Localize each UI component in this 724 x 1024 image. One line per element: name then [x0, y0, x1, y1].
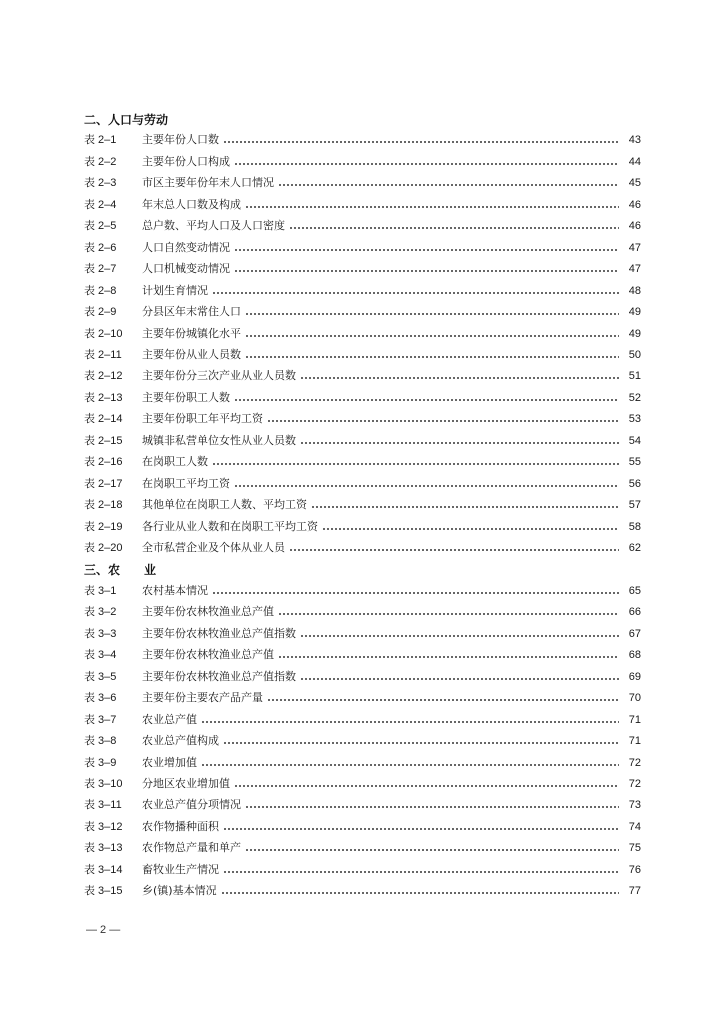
- table-title: 市区主要年份年末人口情况: [142, 176, 274, 190]
- page-ref: 71: [628, 735, 641, 748]
- toc-entry[interactable]: [84, 518, 641, 536]
- table-title: 总户数、平均人口及人口密度: [142, 219, 285, 233]
- page-ref: 76: [628, 863, 641, 876]
- table-code: 表 3–2: [84, 606, 117, 619]
- section-heading: 三、农 业: [84, 563, 157, 578]
- page-ref: 49: [628, 306, 641, 319]
- table-title: 主要年份分三次产业从业人员数: [142, 369, 296, 383]
- toc-entry[interactable]: [84, 346, 641, 364]
- toc-entry[interactable]: [84, 754, 641, 772]
- dot-leader: [289, 227, 619, 229]
- table-code: 表 3–14: [84, 863, 123, 876]
- table-code: 表 2–17: [84, 477, 123, 490]
- toc-entry[interactable]: [84, 668, 641, 686]
- dot-leader: [245, 313, 619, 315]
- toc-entry[interactable]: [84, 475, 641, 493]
- page-ref: 67: [628, 627, 641, 640]
- page-ref: 74: [628, 820, 641, 833]
- table-title: 主要年份人口数: [142, 133, 219, 147]
- table-code: 表 3–6: [84, 692, 117, 705]
- table-code: 表 3–15: [84, 885, 123, 898]
- table-code: 表 3–4: [84, 649, 117, 662]
- page-ref: 69: [628, 670, 641, 683]
- toc-entry[interactable]: [84, 839, 641, 857]
- page-ref: 44: [628, 155, 641, 168]
- dot-leader: [267, 420, 619, 422]
- table-code: 表 3–8: [84, 735, 117, 748]
- dot-leader: [245, 806, 619, 808]
- toc-entry[interactable]: [84, 861, 641, 879]
- table-code: 表 2–11: [84, 348, 122, 361]
- dot-leader: [245, 206, 619, 208]
- table-title: 主要年份农林牧渔业总产值指数: [142, 669, 296, 683]
- page-ref: 56: [628, 477, 641, 490]
- table-code: 表 3–9: [84, 756, 117, 769]
- page-ref: 51: [628, 370, 641, 383]
- dot-leader: [300, 442, 619, 444]
- dot-leader: [201, 764, 619, 766]
- table-title: 农业增加值: [142, 755, 197, 769]
- table-code: 表 3–13: [84, 842, 123, 855]
- toc-entry[interactable]: [84, 389, 641, 407]
- page-ref: 53: [628, 413, 641, 426]
- table-code: 表 2–14: [84, 413, 123, 426]
- table-code: 表 2–12: [84, 370, 123, 383]
- table-code: 表 2–6: [84, 241, 117, 254]
- toc-entry[interactable]: [84, 882, 641, 900]
- toc-entry[interactable]: [84, 818, 641, 836]
- dot-leader: [289, 549, 619, 551]
- table-title: 其他单位在岗职工人数、平均工资: [142, 498, 307, 512]
- toc-entry[interactable]: [84, 239, 641, 257]
- table-title: 农业总产值构成: [142, 734, 219, 748]
- table-title: 乡(镇)基本情况: [142, 884, 217, 898]
- dot-leader: [212, 463, 619, 465]
- dot-leader: [300, 678, 619, 680]
- toc-entry[interactable]: [84, 367, 641, 385]
- table-title: 人口机械变动情况: [142, 262, 230, 276]
- section-heading: 二、人口与劳动: [84, 113, 169, 127]
- table-code: 表 3–12: [84, 820, 123, 833]
- table-code: 表 2–13: [84, 391, 123, 404]
- dot-leader: [212, 592, 619, 594]
- dot-leader: [234, 249, 619, 251]
- toc-entry[interactable]: [84, 646, 641, 664]
- page-ref: 50: [628, 348, 641, 361]
- toc-entry[interactable]: [84, 496, 641, 514]
- dot-leader: [223, 871, 619, 873]
- page-ref: 66: [628, 606, 641, 619]
- table-code: 表 2–5: [84, 220, 117, 233]
- page-ref: 58: [628, 520, 641, 533]
- dot-leader: [300, 377, 619, 379]
- table-title: 农作物播种面积: [142, 819, 219, 833]
- table-code: 表 3–10: [84, 777, 123, 790]
- table-title: 农村基本情况: [142, 583, 208, 597]
- page-ref: 73: [628, 799, 641, 812]
- table-code: 表 2–19: [84, 520, 123, 533]
- table-title: 主要年份从业人员数: [142, 347, 241, 361]
- table-title: 主要年份主要农产品产量: [142, 691, 263, 705]
- toc-entry[interactable]: [84, 410, 641, 428]
- table-code: 表 2–16: [84, 456, 123, 469]
- dot-leader: [245, 356, 619, 358]
- table-code: 表 2–15: [84, 434, 123, 447]
- table-title: 主要年份农林牧渔业总产值: [142, 648, 274, 662]
- toc-entry[interactable]: [84, 539, 641, 557]
- dot-leader: [234, 163, 619, 165]
- page-ref: 57: [628, 499, 641, 512]
- dot-leader: [223, 742, 619, 744]
- page-ref: 46: [628, 220, 641, 233]
- dot-leader: [221, 892, 619, 894]
- table-title: 主要年份农林牧渔业总产值指数: [142, 626, 296, 640]
- table-title: 人口自然变动情况: [142, 240, 230, 254]
- toc-entry[interactable]: [84, 174, 641, 192]
- toc-entry[interactable]: [84, 131, 641, 149]
- toc-entry[interactable]: [84, 732, 641, 750]
- table-title: 农业总产值: [142, 712, 197, 726]
- page-ref: 43: [628, 134, 641, 147]
- toc-entry[interactable]: [84, 432, 641, 450]
- page-ref: 75: [628, 842, 641, 855]
- dot-leader: [201, 721, 619, 723]
- dot-leader: [223, 141, 619, 143]
- dot-leader: [245, 849, 619, 851]
- toc-entry[interactable]: [84, 796, 641, 814]
- page-ref: 65: [628, 584, 641, 597]
- table-code: 表 2–8: [84, 284, 117, 297]
- dot-leader: [300, 635, 619, 637]
- dot-leader: [223, 828, 619, 830]
- table-code: 表 3–1: [84, 584, 117, 597]
- table-code: 表 2–20: [84, 542, 123, 554]
- table-title: 农作物总产量和单产: [142, 841, 241, 855]
- table-title: 在岗职工平均工资: [142, 476, 230, 490]
- dot-leader: [212, 292, 619, 294]
- toc-entry[interactable]: [84, 196, 641, 214]
- table-title: 主要年份职工人数: [142, 390, 230, 404]
- table-code: 表 2–10: [84, 327, 123, 340]
- page-ref: 46: [628, 198, 641, 211]
- table-title: 畜牧业生产情况: [142, 862, 219, 876]
- toc-entry[interactable]: [84, 775, 641, 793]
- toc-entry[interactable]: [84, 303, 641, 321]
- table-title: 农业总产值分项情况: [142, 798, 241, 812]
- table-code: 表 3–5: [84, 670, 117, 683]
- toc-entry[interactable]: [84, 325, 641, 343]
- page-ref: 71: [628, 713, 641, 726]
- toc-entry[interactable]: [84, 582, 641, 600]
- table-code: 表 2–9: [84, 306, 117, 319]
- table-title: 在岗职工人数: [142, 455, 208, 469]
- page-ref: 68: [628, 649, 641, 662]
- dot-leader: [278, 613, 619, 615]
- page-ref: 77: [628, 885, 641, 898]
- dot-leader: [234, 399, 619, 401]
- page-ref: 49: [628, 327, 641, 340]
- dot-leader: [234, 270, 619, 272]
- table-title: 全市私营企业及个体从业人员: [142, 541, 285, 554]
- toc-entry[interactable]: [84, 260, 641, 278]
- table-title: 各行业从业人数和在岗职工平均工资: [142, 519, 318, 533]
- page-ref: 72: [628, 777, 641, 790]
- table-title: 主要年份农林牧渔业总产值: [142, 605, 274, 619]
- toc-entry[interactable]: [84, 603, 641, 621]
- toc-entry[interactable]: [84, 689, 641, 707]
- page-ref: 48: [628, 284, 641, 297]
- table-title: 分地区农业增加值: [142, 776, 230, 790]
- table-code: 表 2–18: [84, 499, 123, 512]
- table-code: 表 2–7: [84, 263, 117, 276]
- page-ref: 45: [628, 177, 641, 190]
- table-title: 计划生育情况: [142, 283, 208, 297]
- table-code: 表 2–1: [84, 134, 117, 147]
- toc-entry[interactable]: [84, 453, 641, 471]
- page-ref: 54: [628, 434, 641, 447]
- table-code: 表 2–4: [84, 198, 117, 211]
- dot-leader: [267, 699, 619, 701]
- toc-entry[interactable]: [84, 153, 641, 171]
- dot-leader: [278, 656, 619, 658]
- table-title: 城镇非私营单位女性从业人员数: [142, 433, 296, 447]
- table-code: 表 2–3: [84, 177, 117, 190]
- page-ref: 52: [628, 391, 641, 404]
- table-code: 表 3–3: [84, 627, 117, 640]
- table-code: 表 2–2: [84, 155, 117, 168]
- toc-entry[interactable]: [84, 625, 641, 643]
- toc-entry[interactable]: [84, 711, 641, 729]
- table-title: 年末总人口数及构成: [142, 197, 241, 211]
- dot-leader: [245, 335, 619, 337]
- page-ref: 62: [628, 542, 641, 554]
- page-ref: 47: [628, 263, 641, 276]
- page-ref: 55: [628, 456, 641, 469]
- dot-leader: [278, 184, 619, 186]
- table-title: 主要年份城镇化水平: [142, 326, 241, 340]
- toc-entry[interactable]: [84, 282, 641, 300]
- dot-leader: [234, 485, 619, 487]
- page-ref: 72: [628, 756, 641, 769]
- table-title: 主要年份人口构成: [142, 154, 230, 168]
- toc-entry[interactable]: [84, 217, 641, 235]
- page-ref: 70: [628, 692, 641, 705]
- table-code: 表 3–7: [84, 713, 117, 726]
- page-ref: 47: [628, 241, 641, 254]
- table-title: 主要年份职工年平均工资: [142, 412, 263, 426]
- dot-leader: [322, 528, 619, 530]
- table-code: 表 3–11: [84, 799, 122, 812]
- dot-leader: [311, 506, 619, 508]
- page-number: — 2 —: [86, 924, 121, 936]
- dot-leader: [234, 785, 619, 787]
- table-title: 分县区年末常住人口: [142, 305, 241, 319]
